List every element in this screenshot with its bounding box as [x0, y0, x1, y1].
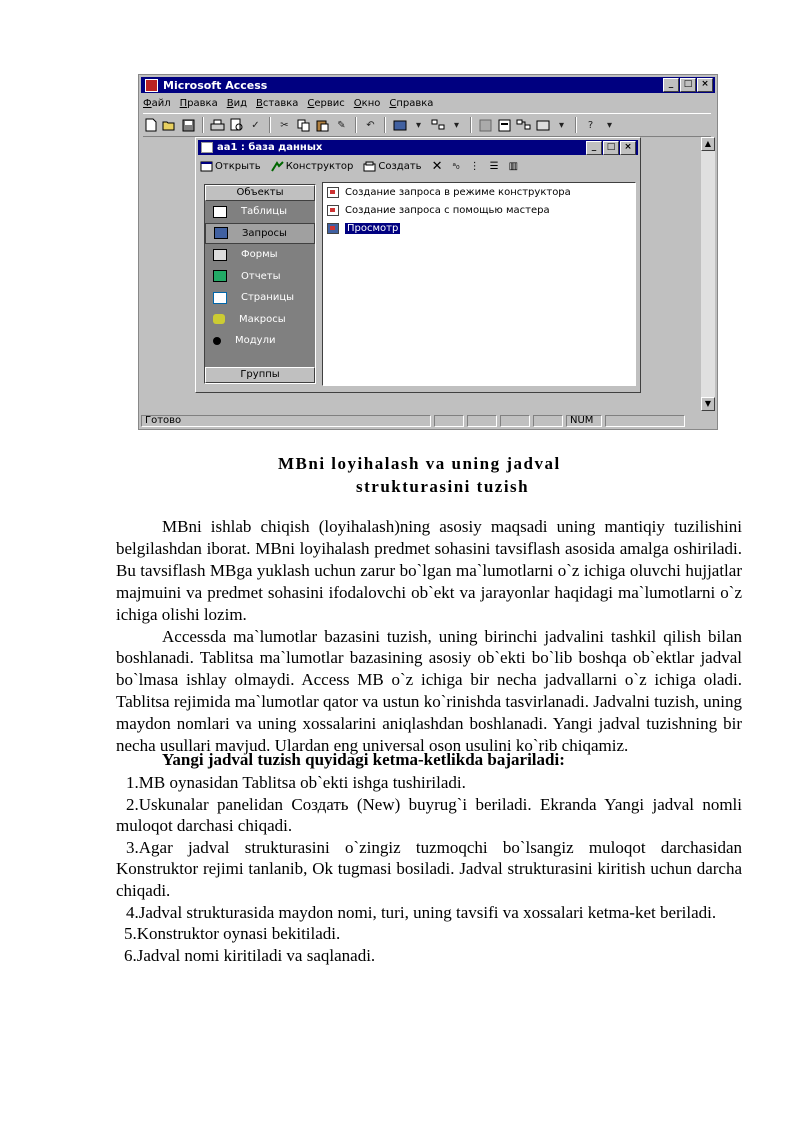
steps-list [116, 772, 742, 966]
report-icon [213, 270, 227, 282]
new-object-icon[interactable] [535, 118, 550, 133]
page-icon [213, 292, 227, 304]
object-forms-label: Формы [241, 249, 278, 261]
object-modules[interactable] [205, 330, 315, 352]
form-icon [213, 249, 227, 261]
scroll-up-icon[interactable]: ▲ [701, 137, 715, 151]
small-icons-icon[interactable]: ⋮ [469, 161, 480, 172]
object-pages-label: Страницы [241, 292, 295, 304]
database-window [195, 137, 641, 393]
database-icon [201, 142, 213, 153]
status-panel [500, 415, 530, 427]
design-icon [271, 161, 284, 172]
main-toolbar [143, 113, 711, 137]
design-button[interactable] [271, 161, 354, 172]
vertical-scrollbar[interactable] [701, 137, 715, 411]
paragraph-2: Accessda ma`lumotlar bazasini tuzish, uning birinchi jadvalini tashkil qilish bilan boshlanadi. Tablitsa ma`lumotlar bazasining asosiy ob`ekti bo`lib boshqa ob`ektlar jadval bo`lmasa ishlay olmaydi. Access MB o`z ichiga bir necha jadvallarni o`z ichiga oladi. Tablitsa rejimida ma`lumotlar qator va ustun ko`rinishda tasvirlanadi. Jadvalni tuzish, uning maydon nomlari va uning xossalarini aniqlashdan boshlanadi. Yangi jadval tuzishning bir necha usullari mavjud. Ulardan eng universal oson usulini ko`rib chiqamiz. [116, 626, 742, 756]
paste-icon[interactable] [315, 118, 330, 133]
format-painter-icon[interactable]: ✎ [337, 119, 346, 131]
object-queries-label: Запросы [242, 227, 287, 239]
large-icons-icon[interactable]: ᵃ₀ [452, 161, 460, 172]
copy-icon[interactable] [296, 118, 311, 133]
status-panel [605, 415, 685, 427]
database-title: aa1 : база данных [217, 142, 323, 153]
access-key-icon [145, 79, 158, 92]
analyze-icon[interactable] [430, 118, 445, 133]
create-label: Создать [378, 161, 422, 172]
open-button[interactable] [200, 161, 261, 172]
status-panel [467, 415, 497, 427]
db-minimize-button[interactable]: _ [586, 141, 602, 155]
toolbar-separator [355, 117, 357, 133]
database-toolbar [200, 159, 518, 174]
properties-icon[interactable] [497, 118, 512, 133]
create-button[interactable] [363, 161, 421, 172]
object-macros-label: Макросы [239, 313, 286, 325]
access-title-bar [141, 77, 715, 93]
code-icon[interactable] [478, 118, 493, 133]
toolbar-separator [384, 117, 386, 133]
toolbar-separator [575, 117, 577, 133]
toolbar-separator [269, 117, 271, 133]
object-reports-label: Отчеты [241, 270, 281, 282]
list-item[interactable] [323, 183, 635, 201]
dropdown-arrow-icon[interactable]: ▾ [415, 119, 422, 131]
relationships-icon[interactable] [516, 118, 531, 133]
list-item[interactable] [323, 219, 635, 237]
menu-bar [143, 95, 433, 111]
object-forms[interactable] [205, 244, 315, 266]
menu-insert[interactable]: Вставка [256, 97, 299, 109]
macro-icon [213, 314, 225, 324]
query-wizard-icon [327, 187, 339, 198]
status-text: Готово [141, 415, 431, 427]
object-tables-label: Таблицы [241, 206, 287, 218]
minimize-button[interactable]: _ [663, 78, 679, 92]
help-icon[interactable]: ? [587, 119, 594, 131]
toolbar-separator [470, 117, 472, 133]
maximize-button[interactable]: □ [680, 78, 696, 92]
print-preview-icon[interactable] [229, 118, 244, 133]
dropdown-arrow-icon[interactable]: ▾ [606, 119, 613, 131]
paragraph-1: MBni ishlab chiqish (loyihalash)ning asosiy maqsadi uning mantiqiy tuzilishini belgilashdan iborat. MBni loyihalash predmet sohasini tavsiflash asosida amalga oshiriladi. Bu tavsiflash MBga yuklash uchun zarur bo`lgan ma`lumotlarni o`z ichiga oluvchi hujjatlar majmuini va predmet sohasini ifodalovchi ob`ekt va jarayonlar haqidagi ma`lumotlarni o`z ichiga olishi lozim. [116, 517, 742, 624]
new-icon[interactable] [143, 118, 158, 133]
open-object-icon [200, 161, 213, 172]
db-maximize-button[interactable]: □ [603, 141, 619, 155]
steps-heading: Yangi jadval tuzish quyidagi ketma-ketlikda bajariladi: [162, 750, 565, 769]
list-item-label-selected: Просмотр [347, 222, 399, 234]
query-icon [327, 223, 339, 234]
list-view-icon[interactable]: ☰ [489, 161, 499, 172]
status-panel [434, 415, 464, 427]
status-panel [533, 415, 563, 427]
step-2: 2.Uskunalar panelidan Создать (New) buyrug`i beriladi. Ekranda Yangi jadval nomli muloqot darchasi chiqadi. [116, 794, 742, 836]
groups-header[interactable]: Группы [205, 367, 315, 383]
menu-help[interactable]: Справка [389, 97, 434, 109]
section-title-line-2: strukturasini tuzish [356, 477, 530, 496]
cut-icon[interactable]: ✂ [280, 119, 289, 131]
print-icon[interactable] [210, 118, 225, 133]
object-queries[interactable] [205, 223, 315, 245]
module-icon [213, 337, 221, 345]
object-modules-label: Модули [235, 335, 276, 347]
object-tables[interactable] [205, 201, 315, 223]
step-4: 4.Jadval strukturasida maydon nomi, turi, uning tavsifi va xossalari ketma-ket beriladi. [126, 902, 717, 922]
delete-icon[interactable]: ✕ [431, 159, 443, 174]
close-button[interactable]: × [697, 78, 713, 92]
dropdown-arrow-icon[interactable]: ▾ [558, 119, 565, 131]
table-icon [213, 206, 227, 218]
office-links-icon[interactable] [392, 118, 407, 133]
open-icon[interactable] [162, 118, 177, 133]
step-5: 5.Konstruktor oynasi bekitiladi. [124, 924, 341, 944]
toolbar-separator [202, 117, 204, 133]
menu-view[interactable]: Вид [226, 97, 248, 109]
status-num: NUM [566, 415, 602, 427]
section-title-line-1: MBni loyihalash va uning jadval [278, 454, 561, 473]
list-item-label: Создание запроса с помощью мастера [345, 204, 550, 216]
menu-window[interactable]: Окно [353, 97, 381, 109]
step-1: 1.MB oynasidan Tablitsa ob`ekti ishga tushiriladi. [126, 773, 466, 792]
db-close-button[interactable]: × [620, 141, 636, 155]
status-bar [141, 413, 715, 428]
app-title: Microsoft Access [163, 78, 268, 92]
save-icon[interactable] [181, 118, 196, 133]
undo-icon[interactable]: ↶ [366, 119, 375, 131]
dropdown-arrow-icon[interactable]: ▾ [453, 119, 460, 131]
objects-header[interactable]: Объекты [205, 185, 315, 201]
details-view-icon[interactable]: ▥ [508, 161, 519, 172]
object-reports[interactable] [205, 266, 315, 288]
query-wizard-icon [327, 205, 339, 216]
access-screenshot [138, 74, 718, 430]
object-macros[interactable] [205, 309, 315, 331]
step-6: 6.Jadval nomi kiritiladi va saqlanadi. [124, 945, 376, 965]
spelling-icon[interactable]: ✓ [251, 119, 260, 131]
body-text [116, 516, 742, 757]
step-3: 3.Agar jadval strukturasini o`zingiz tuzmoqchi bo`lsangiz muloqot darchasidan Konstruktor rejimi tanlanib, Ok tugmasi bosiladi. Jadval strukturasini kiritish uchun darcha chiqadi. [116, 837, 742, 900]
open-label: Открыть [215, 161, 261, 172]
menu-edit[interactable]: Правка [179, 97, 218, 109]
query-icon [214, 227, 228, 239]
objects-panel [204, 184, 316, 384]
database-window-title-bar [198, 140, 638, 155]
list-item[interactable] [323, 201, 635, 219]
list-item-label: Создание запроса в режиме конструктора [345, 186, 571, 198]
scroll-down-icon[interactable]: ▼ [701, 397, 715, 411]
query-list [322, 182, 636, 386]
create-icon [363, 161, 376, 172]
design-label: Конструктор [285, 161, 354, 172]
object-pages[interactable] [205, 287, 315, 309]
menu-tools[interactable]: Сервис [307, 97, 345, 109]
menu-file[interactable]: Файл [143, 97, 171, 109]
